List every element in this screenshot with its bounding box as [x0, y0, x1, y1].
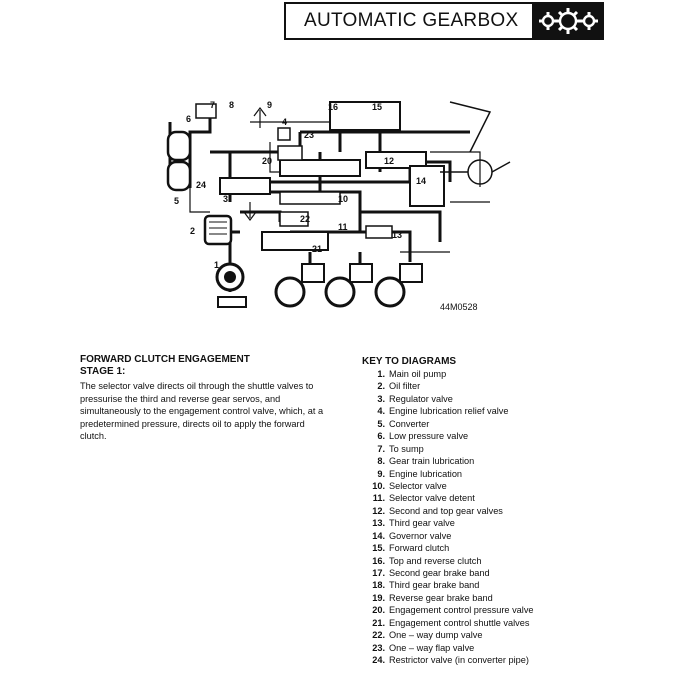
key-item-text: Converter	[389, 418, 430, 429]
key-item-number: 6.	[377, 431, 385, 442]
key-item	[354, 480, 534, 492]
key-item-number: 19.	[372, 592, 385, 603]
section-body: The selector valve directs oil through the shuttle valves to pressurise the third and reverse gear servos, and simultaneously to the engagement control valve, which, at a predetermined pressure, directs oil to apply the forward clutch.	[80, 381, 324, 442]
page-header	[284, 2, 604, 40]
diagram-label-7: 7	[210, 100, 216, 110]
diagram-label-19: 19	[335, 288, 346, 298]
key-item	[354, 455, 534, 467]
key-item-number: 10.	[372, 480, 385, 491]
key-item-number: 14.	[372, 530, 385, 541]
diagram-label-5: 5	[174, 196, 180, 206]
key-item-number: 3.	[377, 393, 385, 404]
key-item	[354, 418, 534, 430]
key-item-number: 4.	[377, 406, 385, 417]
key-item-number: 2.	[377, 381, 385, 392]
section-stage: STAGE 1:	[80, 366, 126, 377]
key-item-number: 7.	[377, 443, 385, 454]
hydraulic-circuit-diagram	[150, 92, 530, 324]
diagram-label-4: 4	[282, 117, 288, 127]
key-item-text: Second and top gear valves	[389, 505, 503, 516]
key-item-number: 21.	[372, 617, 385, 628]
key-list	[354, 368, 534, 667]
key-item-number: 8.	[377, 456, 385, 467]
diagram-label-10: 10	[338, 194, 349, 204]
diagram-label-9: 9	[267, 100, 273, 110]
key-item	[354, 368, 534, 380]
diagram-label-1: 1	[214, 260, 220, 270]
diagram-label-3: 3	[223, 194, 229, 204]
diagram-label-6: 6	[186, 114, 192, 124]
diagram-label-22: 22	[300, 214, 311, 224]
key-item	[354, 430, 534, 442]
key-item-number: 13.	[372, 518, 385, 529]
page-title: AUTOMATIC GEARBOX	[304, 10, 519, 31]
section-title: FORWARD CLUTCH ENGAGEMENT	[80, 354, 250, 365]
key-item-number: 9.	[377, 468, 385, 479]
key-item-text: One – way flap valve	[389, 642, 475, 653]
key-item	[354, 517, 534, 529]
key-item-text: Third gear brake band	[389, 580, 480, 591]
key-item	[354, 592, 534, 604]
key-item	[354, 542, 534, 554]
key-item-text: Engine lubrication relief valve	[389, 406, 509, 417]
key-item-text: Reverse gear brake band	[389, 592, 493, 603]
diagram-label-16: 16	[328, 102, 339, 112]
key-item-text: Gear train lubrication	[389, 456, 475, 467]
diagram-reference: 44M0528	[440, 302, 478, 312]
key-item	[354, 530, 534, 542]
key-item-number: 20.	[372, 605, 385, 616]
key-item	[354, 393, 534, 405]
key-item-text: One – way dump valve	[389, 630, 483, 641]
key-item-text: Engine lubrication	[389, 468, 463, 479]
key-item-number: 1.	[377, 369, 385, 379]
diagram-label-8: 8	[229, 100, 235, 110]
key-item-number: 18.	[372, 580, 385, 591]
diagram-label-24: 24	[196, 180, 207, 190]
key-item	[354, 505, 534, 517]
diagram-label-17: 17	[385, 288, 396, 298]
key-item-text: Governor valve	[389, 530, 452, 541]
diagram-label-14: 14	[416, 176, 427, 186]
diagram-label-20: 20	[262, 156, 273, 166]
diagram-label-11: 11	[338, 222, 348, 232]
diagram-label-21: 21	[312, 244, 323, 254]
diagram-label-12: 12	[384, 156, 395, 166]
key-title: KEY TO DIAGRAMS	[362, 356, 457, 367]
key-item	[354, 405, 534, 417]
key-item-text: Oil filter	[389, 381, 421, 392]
key-item-text: Selector valve	[389, 480, 447, 491]
key-item	[354, 629, 534, 641]
key-item-number: 17.	[372, 568, 385, 578]
key-item	[354, 492, 534, 504]
key-item-text: Engagement control shuttle valves	[389, 617, 530, 628]
key-item-number: 11.	[372, 493, 385, 504]
key-item	[354, 654, 534, 666]
key-item	[354, 443, 534, 455]
key-item-number: 5.	[377, 418, 385, 429]
section-text	[80, 354, 330, 443]
key-item	[354, 567, 534, 579]
key-item	[354, 579, 534, 591]
key-item-text: Forward clutch	[389, 543, 450, 554]
key-item	[354, 604, 534, 616]
key-item	[354, 617, 534, 629]
key-item-number: 12.	[372, 505, 385, 516]
diagram-label-23: 23	[304, 130, 315, 140]
key-item-text: Second gear brake band	[389, 568, 490, 578]
key-item-number: 23.	[372, 642, 385, 653]
key-item-text: Low pressure valve	[389, 431, 469, 442]
gears-icon	[532, 2, 604, 40]
key-item-number: 15.	[372, 543, 385, 554]
key-item-text: Restrictor valve (in converter pipe)	[389, 655, 529, 666]
diagram-label-13: 13	[392, 230, 403, 240]
key-item-text: Regulator valve	[389, 393, 453, 404]
key-item-text: Main oil pump	[389, 369, 447, 379]
key-item-text: To sump	[389, 443, 424, 454]
key-item	[354, 468, 534, 480]
key-item-text: Engagement control pressure valve	[389, 605, 534, 616]
diagram-label-15: 15	[372, 102, 383, 112]
key-item-number: 22.	[372, 630, 385, 641]
diagram-label-2: 2	[190, 226, 196, 236]
diagram-label-18: 18	[285, 288, 296, 298]
key-item	[354, 642, 534, 654]
key-item-text: Top and reverse clutch	[389, 555, 482, 566]
key-item-number: 16.	[372, 555, 385, 566]
key-item-text: Third gear valve	[389, 518, 455, 529]
key-item	[354, 380, 534, 392]
key-item-number: 24.	[372, 655, 385, 666]
key-item-text: Selector valve detent	[389, 493, 475, 504]
key-item	[354, 555, 534, 567]
